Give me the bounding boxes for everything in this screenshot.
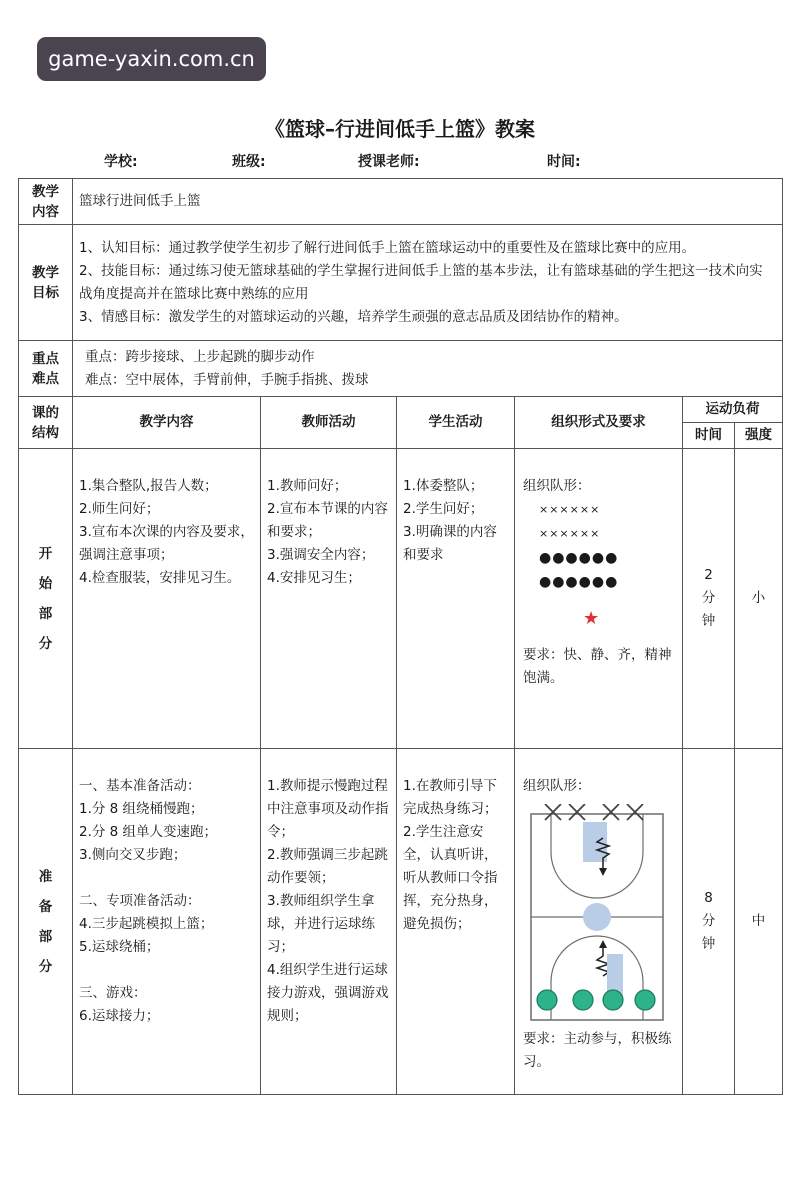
content-item: 3.宣布本次课的内容及要求，强调注意事项； bbox=[79, 524, 254, 563]
org-requirement: 要求：主动参与，积极练习。 bbox=[523, 1031, 672, 1070]
content-item: 二、专项准备活动： bbox=[79, 893, 201, 909]
formation bbox=[523, 498, 678, 594]
formation-row-dots: ●●●●●● bbox=[539, 550, 619, 566]
content-item: 1.集合整队,报告人数； bbox=[79, 478, 218, 494]
player-markers bbox=[537, 990, 655, 1010]
teacher-star-icon: ★ bbox=[583, 608, 600, 629]
section-label-char: 备 bbox=[38, 898, 53, 915]
teacher-item: 3.教师组织学生拿球，并进行运球练习； bbox=[267, 893, 375, 955]
section-start-time bbox=[683, 449, 735, 749]
section-prep-organization bbox=[515, 749, 683, 1095]
key-points-label-line: 难点 bbox=[32, 370, 59, 387]
load-time-header: 时间 bbox=[683, 423, 735, 449]
teacher-item: 4.安排见习生； bbox=[267, 570, 361, 586]
content-item: 4.检查服装，安排见习生。 bbox=[79, 570, 241, 586]
formation-row-crosses: ×××××× bbox=[539, 527, 601, 540]
structure-header bbox=[19, 397, 73, 449]
court-diagram bbox=[527, 804, 671, 1024]
student-item: 2.学生注意安全，认真听讲，听从教师口令指挥，充分热身，避免损伤； bbox=[403, 824, 498, 932]
section-label-char: 准 bbox=[38, 868, 53, 885]
key-points-content bbox=[73, 341, 783, 397]
content-value: 篮球行进间低手上篮 bbox=[73, 179, 783, 225]
content-item: 1.分 8 组绕桶慢跑； bbox=[79, 801, 204, 817]
teacher-header: 教师活动 bbox=[261, 397, 397, 449]
section-label-char: 开 bbox=[38, 545, 53, 562]
center-circle bbox=[583, 903, 611, 931]
time-char: 钟 bbox=[701, 936, 716, 952]
section-prep-label bbox=[19, 749, 73, 1095]
difficult-point: 难点：空中展体，手臂前伸，手腕手指挑、拨球 bbox=[85, 371, 369, 388]
section-prep-teacher bbox=[261, 749, 397, 1095]
student-item: 1.体委整队； bbox=[403, 478, 484, 494]
watermark: game-yaxin.com.cn bbox=[37, 37, 266, 81]
page-title: 《篮球–行进间低手上篮》教案 bbox=[265, 117, 535, 141]
objective-item: 3、情感目标：激发学生的对篮球运动的兴趣，培养学生顽强的意志品质及团结协作的精神。 bbox=[79, 308, 628, 325]
structure-header-line: 课的 bbox=[32, 404, 59, 421]
content-label bbox=[19, 179, 73, 225]
section-start-row bbox=[19, 449, 783, 749]
key-points-label bbox=[19, 341, 73, 397]
objectives-label-line: 教学 bbox=[32, 264, 59, 281]
bottom-key-arc bbox=[551, 936, 643, 1020]
section-prep-time bbox=[683, 749, 735, 1095]
school-field: 学校: bbox=[104, 154, 138, 170]
content-item: 2.师生问好； bbox=[79, 501, 160, 517]
section-start-student bbox=[397, 449, 515, 749]
formation-row-dots: ●●●●●● bbox=[539, 574, 619, 590]
spacer bbox=[79, 867, 256, 890]
teacher-item: 2.教师强调三步起跳动作要领； bbox=[267, 847, 388, 886]
section-label-char: 部 bbox=[38, 605, 53, 622]
section-label-char: 始 bbox=[38, 575, 53, 592]
key-points-label-line: 重点 bbox=[32, 350, 59, 367]
organization-header: 组织形式及要求 bbox=[515, 397, 683, 449]
org-title: 组织队形： bbox=[523, 478, 591, 494]
teacher-item: 4.组织学生进行运球接力游戏，强调游戏规则； bbox=[267, 962, 389, 1024]
time-char: 2 bbox=[704, 567, 713, 583]
teacher-item: 3.强调安全内容； bbox=[267, 547, 375, 563]
lesson-plan-table bbox=[18, 178, 783, 1095]
objectives-row bbox=[19, 225, 783, 341]
content-row bbox=[19, 179, 783, 225]
time-char: 分 bbox=[701, 590, 716, 606]
org-requirement: 要求：快、静、齐，精神饱满。 bbox=[523, 647, 672, 686]
structure-header-line: 结构 bbox=[32, 424, 59, 441]
load-header: 运动负荷 bbox=[683, 397, 783, 423]
arrow-up-icon bbox=[599, 940, 607, 948]
objective-item: 1、认知目标：通过教学使学生初步了解行进间低手上篮在篮球运动中的重要性及在篮球比赛中的应用。 bbox=[79, 239, 696, 256]
top-lane-block bbox=[583, 822, 607, 862]
student-item: 1.在教师引导下完成热身练习； bbox=[403, 778, 498, 817]
section-prep-content bbox=[73, 749, 261, 1095]
time-field: 时间: bbox=[547, 154, 581, 170]
time-char: 分 bbox=[701, 913, 716, 929]
student-item: 3.明确课的内容和要求 bbox=[403, 524, 497, 563]
spacer bbox=[79, 959, 256, 982]
section-start-label bbox=[19, 449, 73, 749]
key-point: 重点：跨步接球、上步起跳的脚步动作 bbox=[85, 348, 315, 365]
time-char: 8 bbox=[704, 890, 713, 906]
content-header: 教学内容 bbox=[73, 397, 261, 449]
cross-markers bbox=[545, 804, 643, 820]
content-item: 一、基本准备活动： bbox=[79, 778, 201, 794]
section-prep-row bbox=[19, 749, 783, 1095]
student-item: 2.学生问好； bbox=[403, 501, 484, 517]
content-item: 2.分 8 组单人变速跑； bbox=[79, 824, 218, 840]
section-label-char: 部 bbox=[38, 928, 53, 945]
teacher-item: 1.教师提示慢跑过程中注意事项及动作指令； bbox=[267, 778, 389, 840]
section-start-intensity: 小 bbox=[735, 449, 783, 749]
org-title: 组织队形： bbox=[523, 778, 591, 794]
content-label-line: 内容 bbox=[32, 203, 59, 220]
section-start-content bbox=[73, 449, 261, 749]
section-start-organization bbox=[515, 449, 683, 749]
objectives-list bbox=[73, 225, 783, 341]
teacher-item: 1.教师问好； bbox=[267, 478, 348, 494]
key-points-row bbox=[19, 341, 783, 397]
objectives-label bbox=[19, 225, 73, 341]
arrow-down-icon bbox=[599, 868, 607, 876]
content-item: 5.运球绕桶； bbox=[79, 939, 160, 955]
student-header: 学生活动 bbox=[397, 397, 515, 449]
objectives-label-line: 目标 bbox=[32, 284, 59, 301]
content-item: 4.三步起跳模拟上篮； bbox=[79, 916, 214, 932]
objective-item: 2、技能目标：通过练习使无篮球基础的学生掌握行进间低手上篮的基本步法，让有篮球基础的学生把这一技术向实战角度提高并在篮球比赛中熟练的应用 bbox=[79, 262, 763, 302]
section-label-char: 分 bbox=[38, 635, 53, 652]
content-item: 6.运球接力； bbox=[79, 1008, 160, 1024]
section-label-char: 分 bbox=[38, 958, 53, 975]
teacher-field: 授课老师: bbox=[358, 154, 420, 170]
content-item: 3.侧向交叉步跑； bbox=[79, 847, 187, 863]
header-row bbox=[19, 397, 783, 423]
teacher-item: 2.宣布本节课的内容和要求； bbox=[267, 501, 388, 540]
section-start-teacher bbox=[261, 449, 397, 749]
content-label-line: 教学 bbox=[32, 183, 59, 200]
content-item: 三、游戏： bbox=[79, 985, 147, 1001]
formation-row-crosses: ×××××× bbox=[539, 503, 601, 516]
section-prep-intensity: 中 bbox=[735, 749, 783, 1095]
time-char: 钟 bbox=[701, 613, 716, 629]
section-prep-student bbox=[397, 749, 515, 1095]
class-field: 班级: bbox=[232, 154, 266, 170]
load-intensity-header: 强度 bbox=[735, 423, 783, 449]
